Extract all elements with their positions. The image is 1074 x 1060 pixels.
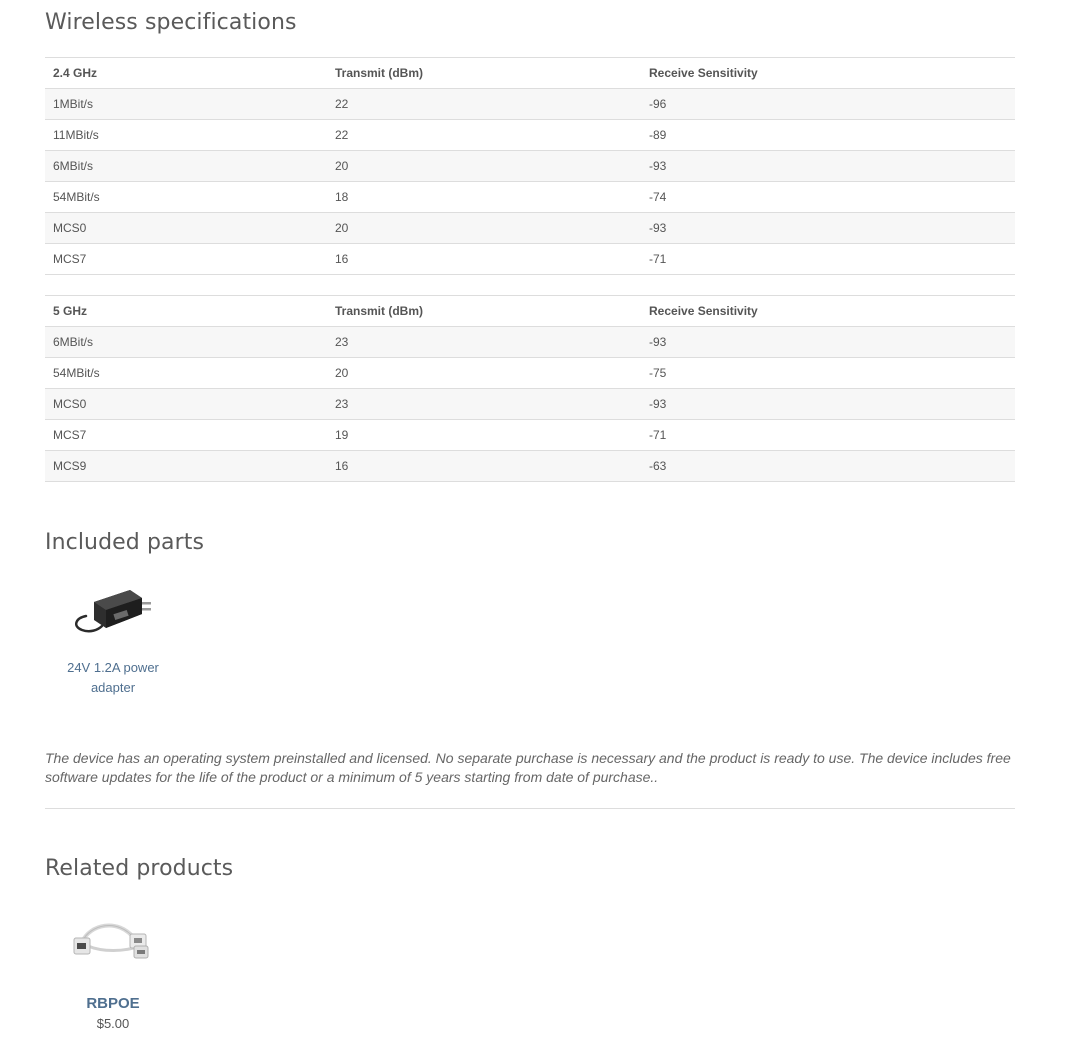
transmit-cell: 18 <box>327 182 641 213</box>
included-parts-heading: Included parts <box>45 530 205 555</box>
table-row <box>45 182 1015 213</box>
sensitivity-cell: -75 <box>641 358 1015 389</box>
rate-cell: 1MBit/s <box>45 89 327 120</box>
table-row <box>45 327 1015 358</box>
table-row <box>45 244 1015 275</box>
table-row <box>45 120 1015 151</box>
sensitivity-cell: -71 <box>641 244 1015 275</box>
wireless-specifications-heading: Wireless specifications <box>45 10 297 35</box>
rate-cell: 6MBit/s <box>45 327 327 358</box>
transmit-cell: 20 <box>327 358 641 389</box>
table-row <box>45 89 1015 120</box>
receive-sensitivity-header: Receive Sensitivity <box>641 296 1015 327</box>
product-name-link[interactable]: RBPOE <box>86 995 140 1012</box>
wireless-5ghz-table <box>45 295 1015 482</box>
section-divider <box>45 808 1015 809</box>
transmit-cell: 19 <box>327 420 641 451</box>
table-row <box>45 358 1015 389</box>
sensitivity-cell: -93 <box>641 213 1015 244</box>
transmit-cell: 16 <box>327 451 641 482</box>
table-row <box>45 389 1015 420</box>
related-product-card[interactable] <box>45 912 181 1034</box>
rate-cell: 6MBit/s <box>45 151 327 182</box>
sensitivity-cell: -96 <box>641 89 1015 120</box>
rate-cell: MCS7 <box>45 420 327 451</box>
table-header-row <box>45 58 1015 89</box>
sensitivity-cell: -71 <box>641 420 1015 451</box>
rate-cell: MCS0 <box>45 213 327 244</box>
license-notice: The device has an operating system preinstalled and licensed. No separate purchase is necessary and the product is ready to use. The device includes free software updates for the life of the product or a minimum of 5 years starting from date of purchase.. <box>45 750 1011 785</box>
sensitivity-cell: -74 <box>641 182 1015 213</box>
transmit-cell: 20 <box>327 213 641 244</box>
power-adapter-link[interactable]: 24V 1.2A power adapter <box>67 660 159 695</box>
wireless-24ghz-table <box>45 57 1015 275</box>
receive-sensitivity-header: Receive Sensitivity <box>641 58 1015 89</box>
related-products-heading: Related products <box>45 856 234 881</box>
sensitivity-cell: -93 <box>641 151 1015 182</box>
rate-cell: MCS7 <box>45 244 327 275</box>
sensitivity-cell: -63 <box>641 451 1015 482</box>
rate-cell: MCS9 <box>45 451 327 482</box>
transmit-cell: 20 <box>327 151 641 182</box>
band-header: 5 GHz <box>45 296 327 327</box>
sensitivity-cell: -93 <box>641 327 1015 358</box>
transmit-cell: 16 <box>327 244 641 275</box>
table-row <box>45 151 1015 182</box>
product-price: $5.00 <box>96 1016 130 1031</box>
transmit-cell: 22 <box>327 89 641 120</box>
power-adapter-image[interactable] <box>68 572 158 642</box>
poe-injector-image[interactable] <box>68 912 158 982</box>
transmit-header: Transmit (dBm) <box>327 58 641 89</box>
band-header: 2.4 GHz <box>45 58 327 89</box>
transmit-cell: 23 <box>327 389 641 420</box>
table-row <box>45 213 1015 244</box>
table-row <box>45 451 1015 482</box>
rate-cell: 54MBit/s <box>45 358 327 389</box>
transmit-cell: 23 <box>327 327 641 358</box>
table-row <box>45 420 1015 451</box>
rate-cell: 54MBit/s <box>45 182 327 213</box>
transmit-header: Transmit (dBm) <box>327 296 641 327</box>
transmit-cell: 22 <box>327 120 641 151</box>
rate-cell: MCS0 <box>45 389 327 420</box>
table-header-row <box>45 296 1015 327</box>
rate-cell: 11MBit/s <box>45 120 327 151</box>
included-part-card[interactable] <box>45 572 181 698</box>
sensitivity-cell: -89 <box>641 120 1015 151</box>
sensitivity-cell: -93 <box>641 389 1015 420</box>
